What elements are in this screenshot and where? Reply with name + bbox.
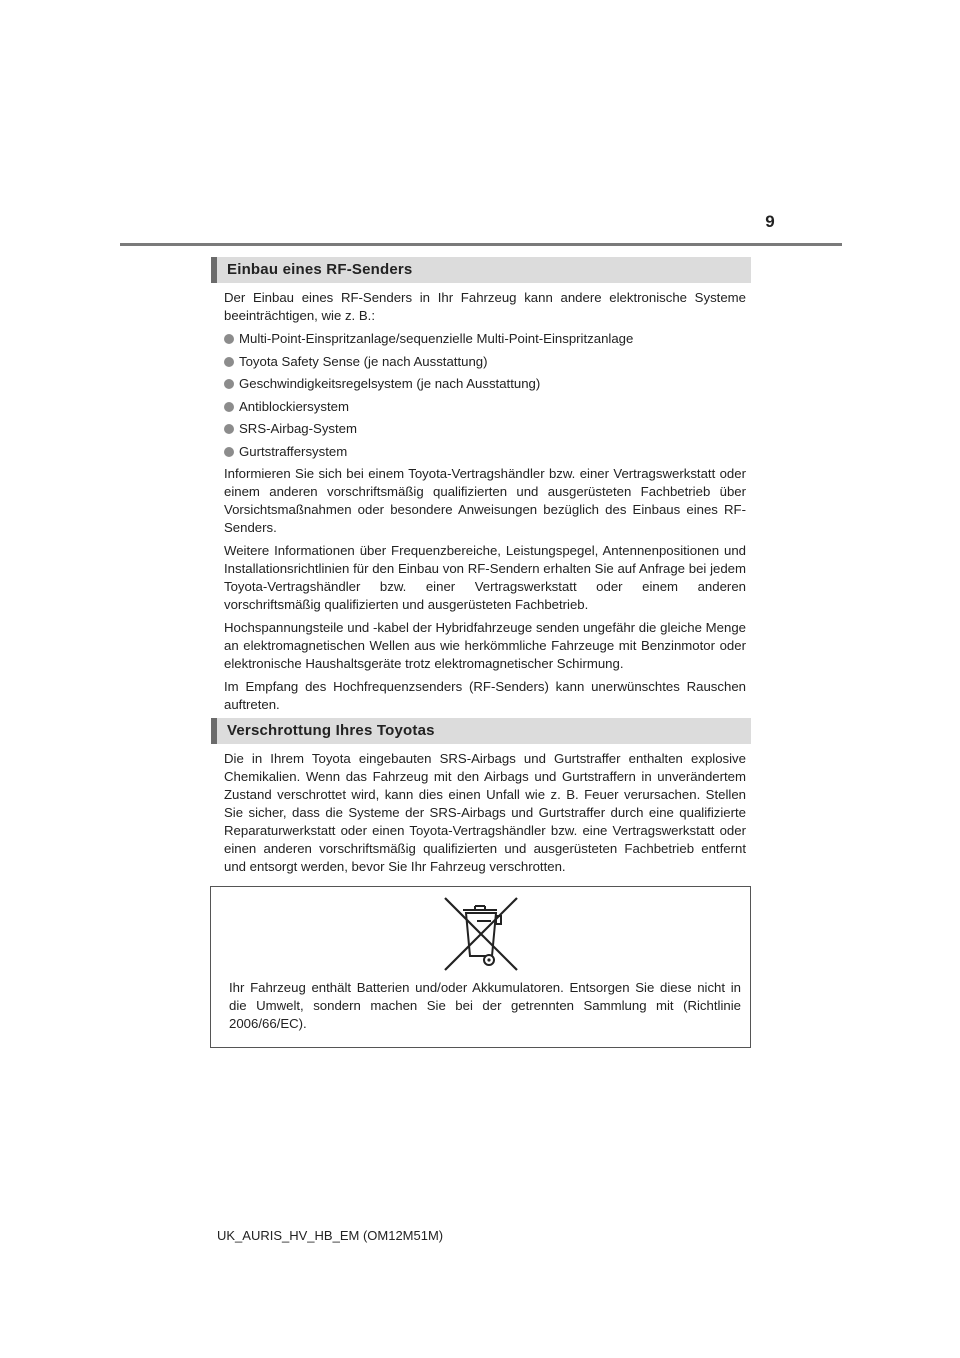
bullet-icon <box>224 424 234 434</box>
bullet-icon <box>224 447 234 457</box>
page-number: 9 <box>765 212 775 231</box>
list-item: Toyota Safety Sense (je nach Ausstattung) <box>224 353 746 371</box>
top-rule <box>120 243 842 246</box>
affected-systems-list <box>224 330 746 461</box>
list-item: Multi-Point-Einspritzanlage/sequenzielle Multi-Point-Einspritzanlage <box>224 330 746 348</box>
bullet-icon <box>224 402 234 412</box>
battery-disposal-notice <box>210 886 751 1048</box>
list-item: Geschwindigkeitsregelsystem (je nach Ausstattung) <box>224 375 746 393</box>
footer-document-code: UK_AURIS_HV_HB_EM (OM12M51M) <box>217 1228 444 1243</box>
body-paragraph: Weitere Informationen über Frequenzbereiche, Leistungspegel, Antennenpositionen und Installationsrichtlinien für den Einbau von RF-Sendern erhalten Sie auf Anfrage bei jedem Toyota-Vertragshändler bzw. einer Vertragswerkstatt oder einem anderen vorschriftsmäßig qualifizierten und ausgerüsteten Fachbetrieb. <box>224 543 746 612</box>
body-paragraph: Im Empfang des Hochfrequenzsenders (RF-Senders) kann unerwünschtes Rauschen auftreten. <box>224 679 746 712</box>
body-paragraph: Informieren Sie sich bei einem Toyota-Vertragshändler bzw. einer Vertragswerkstatt oder einem anderen vorschriftsmäßig qualifizierten und ausgerüsteten Fachbetrieb über Vorsichtsmaßnahmen oder besondere Anweisungen bezüglich des Einbaus eines RF-Senders. <box>224 466 746 535</box>
intro-paragraph: Der Einbau eines RF-Senders in Ihr Fahrzeug kann andere elektronische Systeme beeinträchtigen, wie z. B.: <box>224 290 746 323</box>
list-item: Antiblockiersystem <box>224 398 746 416</box>
section-header-scrapping: Verschrottung Ihres Toyotas <box>211 718 751 744</box>
body-paragraph: Hochspannungsteile und -kabel der Hybridfahrzeuge senden ungefähr die gleiche Menge an elektromagnetischen Wellen aus wie herkömmliche Fahrzeuge mit Benzinmotor oder elektronische Haushaltsgeräte trotz elektromagnetischer Schirmung. <box>224 620 746 671</box>
list-item: SRS-Airbag-System <box>224 420 746 438</box>
section-header-rf-sender: Einbau eines RF-Senders <box>211 257 751 283</box>
notice-text: Ihr Fahrzeug enthält Batterien und/oder Akkumulatoren. Entsorgen Sie diese nicht in die Umwelt, sondern machen Sie bei der getrennten Sammlung mit (Richtlinie 2006/66/EC). <box>229 980 741 1031</box>
bullet-icon <box>224 379 234 389</box>
crossed-out-wheelie-bin-icon <box>441 894 521 974</box>
body-paragraph: Die in Ihrem Toyota eingebauten SRS-Airbags und Gurtstraffer enthalten explosive Chemikalien. Wenn das Fahrzeug mit den Airbags und Gurtstraffern in unverändertem Zustand verschrottet wird, kann dies einen Unfall wie z. B. Feuer verursachen. Stellen Sie sicher, dass die Systeme der SRS-Airbags und Gurtstraffer durch eine qualifizierte Reparaturwerkstatt oder einen Toyota-Vertragshändler bzw. eine Vertragswerkstatt oder einen anderen vorschriftsmäßig qualifizierten und ausgerüsteten Fachbetrieb entfernt und entsorgt werden, bevor Sie Ihr Fahrzeug verschrotten. <box>224 751 746 874</box>
section-content-scrapping <box>224 750 746 881</box>
bullet-icon <box>224 357 234 367</box>
section-content-rf-sender <box>224 289 746 719</box>
list-item: Gurtstraffersystem <box>224 443 746 461</box>
bullet-icon <box>224 334 234 344</box>
